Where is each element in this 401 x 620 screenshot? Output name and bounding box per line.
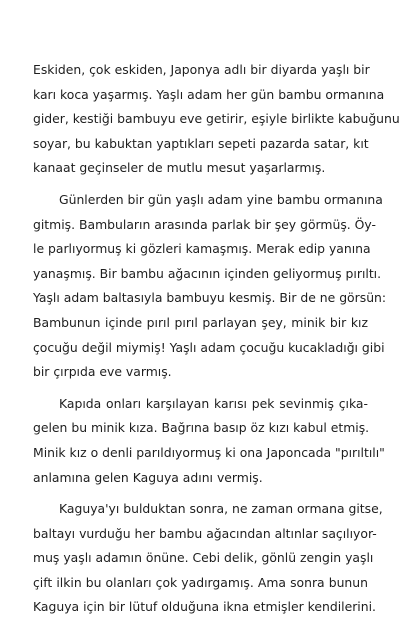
text-line: Yaşlı adam baltasıyla bambuyu kesmiş. Bir de ne görsün: xyxy=(33,290,387,306)
text-line: Günlerden bir gün yaşlı adam yine bambu ormanına xyxy=(59,191,383,207)
text-line: gitmiş. Bambuların arasında parlak bir şey görmüş. Öy- xyxy=(33,216,376,232)
text-line: le parlıyormuş ki gözleri kamaşmış. Merak edip yanına xyxy=(33,241,371,257)
text-line: baltayı vurduğu her bambu ağacından altınlar saçılıyor- xyxy=(33,525,377,541)
text-line: gider, kestiği bambuyu eve getirir, eşiyle birlikte kabuğunu xyxy=(33,111,400,127)
text-line: muş yaşlı adamın önüne. Cebi delik, gönlü zengin yaşlı xyxy=(33,550,374,566)
text-line: Bambunun içinde pırıl pırıl parlayan şey, minik bir kız xyxy=(33,314,368,330)
text-line: kanaat geçinseler de mutlu mesut yaşarlarmış. xyxy=(33,160,326,176)
text-line: Kaguya'yı bulduktan sonra, ne zaman ormana gitse, xyxy=(59,501,383,517)
text-line: karı koca yaşarmış. Yaşlı adam her gün bambu ormanına xyxy=(33,86,385,102)
text-line: yanaşmış. Bir bambu ağacının içinden geliyormuş pırıltı. xyxy=(33,265,382,281)
text-line: gelen bu minik kıza. Bağrına basıp öz kızı kabul etmiş. xyxy=(33,420,370,436)
paragraph-4 xyxy=(33,497,383,620)
paragraph-gap xyxy=(33,181,368,188)
paragraph-2 xyxy=(33,188,387,385)
text-line: Eskiden, çok eskiden, Japonya adlı bir diyarda yaşlı bir xyxy=(33,62,370,77)
text-line: çocuğu değil miymiş! Yaşlı adam çocuğu kucakladığı gibi xyxy=(33,339,385,355)
text-line: çift ilkin bu olanları çok yadırgamış. Ama sonra bunun xyxy=(33,574,368,590)
text-line: Kapıda onları karşılayan karısı pek sevinmiş çıka- xyxy=(59,395,368,411)
paragraph-3 xyxy=(33,392,385,490)
text-line: anlamına gelen Kaguya adını vermiş. xyxy=(33,469,263,485)
text-line: soyar, bu kabuktan yaptıkları sepeti pazarda satar, kıt xyxy=(33,135,369,151)
text-line: Minik kız o denli parıldıyormuş ki ona Japoncada "pırıltılı" xyxy=(33,444,385,460)
text-line: Kaguya için bir lütuf olduğuna ikna etmişler kendilerini. xyxy=(33,599,376,615)
paragraph-gap xyxy=(33,385,368,392)
text-line: bir çırpıda eve varmış. xyxy=(33,364,172,380)
story-text xyxy=(33,58,400,620)
paragraph-gap xyxy=(33,490,368,497)
paragraph-1 xyxy=(33,58,400,181)
